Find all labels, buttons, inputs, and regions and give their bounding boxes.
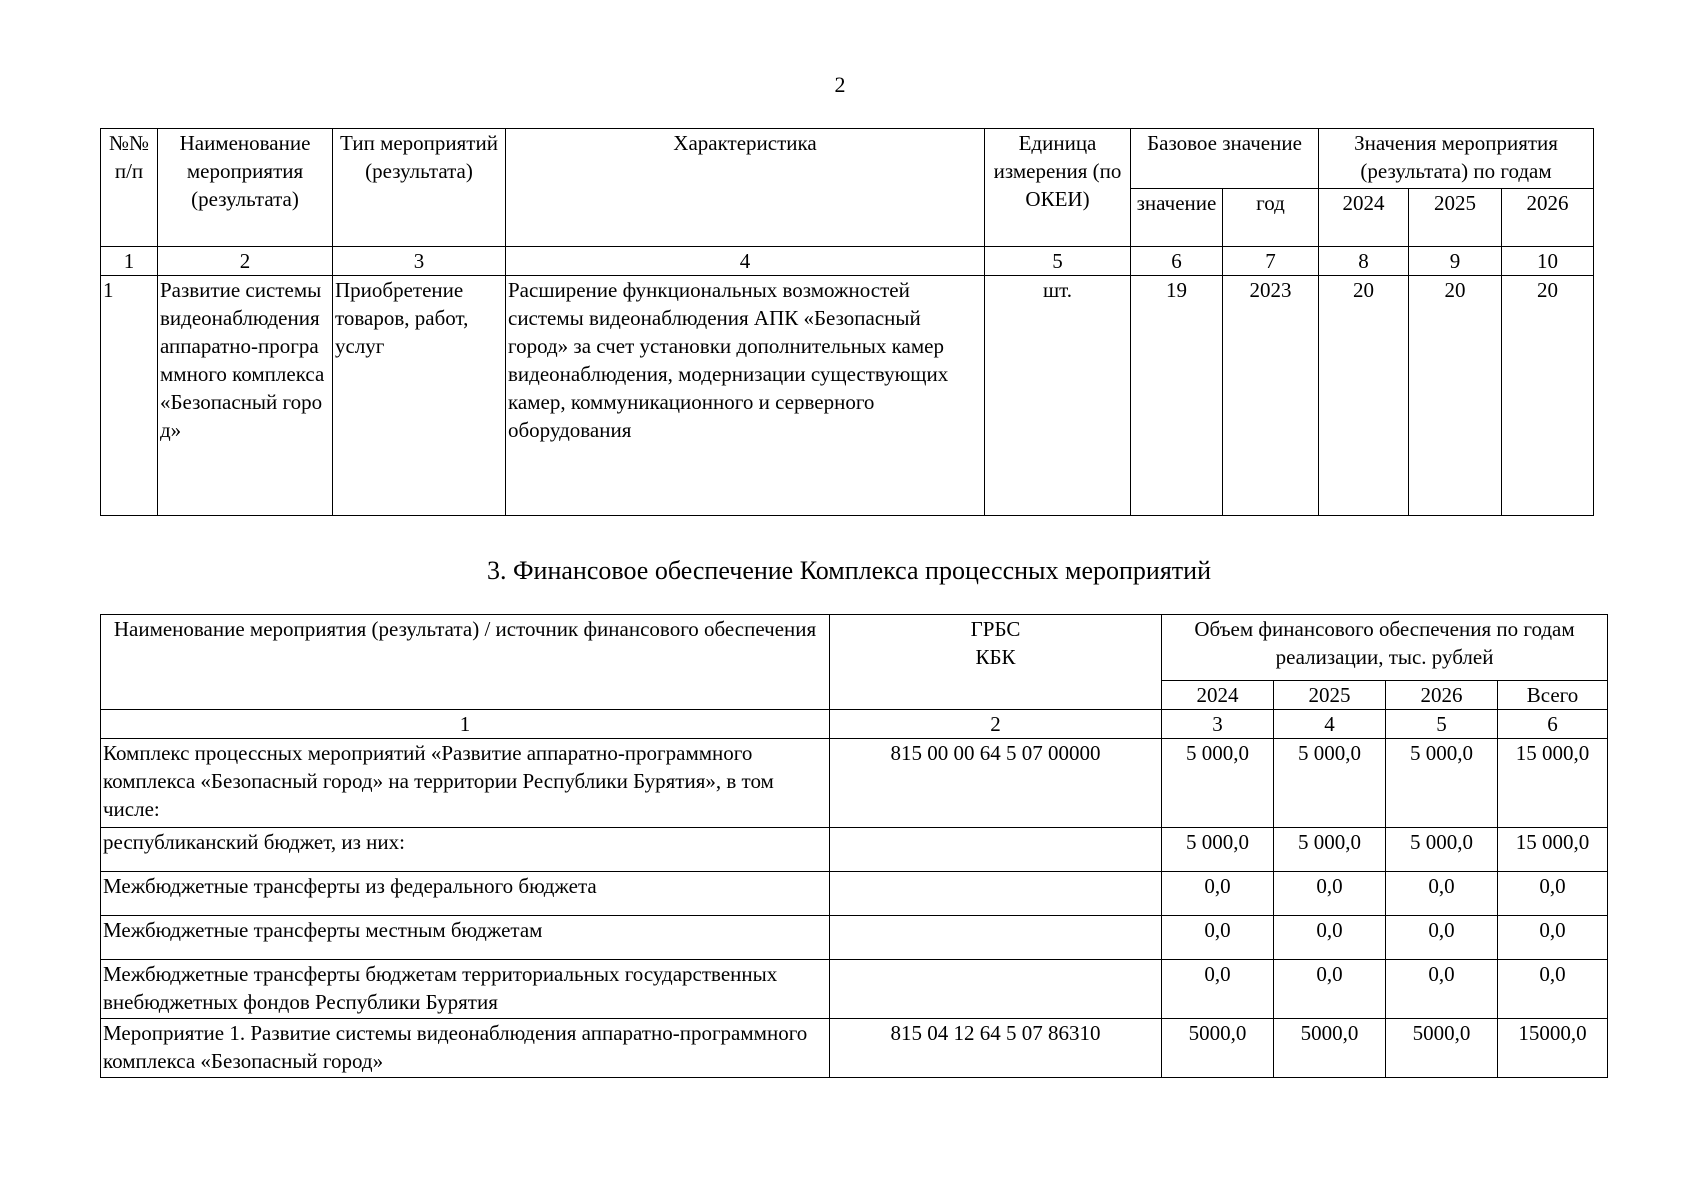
row-name: Мероприятие 1. Развитие системы видеонаблюдения аппаратно-программного комплекса «Безопасный город» — [101, 1019, 830, 1078]
section-title: 3. Финансовое обеспечение Комплекса процессных мероприятий — [487, 556, 1211, 585]
row-value-2026: 5 000,0 — [1386, 739, 1498, 828]
row-total: 0,0 — [1498, 916, 1608, 960]
header-name: Наименование мероприятия (результата) — [158, 129, 333, 247]
row-value-2024: 20 — [1319, 276, 1409, 516]
col-number: 1 — [101, 710, 830, 739]
header-year-2024: 2024 — [1319, 189, 1409, 247]
page-number: 2 — [834, 72, 846, 97]
row-value-2026: 0,0 — [1386, 916, 1498, 960]
row-value-2026: 0,0 — [1386, 872, 1498, 916]
row-base-year: 2023 — [1223, 276, 1319, 516]
row-kbk — [830, 916, 1162, 960]
row-name: Развитие системы видеонаблюдения аппаратно-программного комплекса «Безопасный город» — [158, 276, 333, 516]
col-number: 6 — [1498, 710, 1608, 739]
table-row — [101, 872, 1608, 916]
table-row — [101, 739, 1608, 828]
row-total: 15000,0 — [1498, 1019, 1608, 1078]
row-unit: шт. — [985, 276, 1131, 516]
row-kbk — [830, 828, 1162, 872]
col-number: 7 — [1223, 247, 1319, 276]
header-name: Наименование мероприятия (результата) / источник финансового обеспечения — [101, 615, 830, 710]
row-base-value: 19 — [1131, 276, 1223, 516]
row-value-2025: 5000,0 — [1274, 1019, 1386, 1078]
row-name: Межбюджетные трансферты бюджетам территориальных государственных внебюджетных фондов Республики Бурятия — [101, 960, 830, 1019]
col-number: 10 — [1502, 247, 1594, 276]
col-number: 6 — [1131, 247, 1223, 276]
col-number: 4 — [1274, 710, 1386, 739]
header-year-2026: 2026 — [1502, 189, 1594, 247]
col-number: 3 — [1162, 710, 1274, 739]
row-value-2026: 5 000,0 — [1386, 828, 1498, 872]
row-total: 15 000,0 — [1498, 828, 1608, 872]
row-name: Межбюджетные трансферты из федерального бюджета — [101, 872, 830, 916]
header-year-2024: 2024 — [1162, 681, 1274, 710]
header-base: Базовое значение — [1131, 129, 1319, 189]
row-name: Комплекс процессных мероприятий «Развитие аппаратно-программного комплекса «Безопасный город» на территории Республики Бурятия», в том числе: — [101, 739, 830, 828]
header-characteristic: Характеристика — [506, 129, 985, 247]
row-value-2024: 0,0 — [1162, 872, 1274, 916]
row-num: 1 — [101, 276, 158, 516]
col-number: 2 — [830, 710, 1162, 739]
header-base-year: год — [1223, 189, 1319, 247]
header-grbs-kbk — [830, 615, 1162, 710]
table-row — [101, 1019, 1608, 1078]
header-base-value: значение — [1131, 189, 1223, 247]
row-kbk — [830, 872, 1162, 916]
header-unit: Единица измерения (по ОКЕИ) — [985, 129, 1131, 247]
row-value-2026: 0,0 — [1386, 960, 1498, 1019]
row-total: 0,0 — [1498, 960, 1608, 1019]
row-kbk: 815 00 00 64 5 07 00000 — [830, 739, 1162, 828]
row-total: 0,0 — [1498, 872, 1608, 916]
header-total: Всего — [1498, 681, 1608, 710]
results-table — [100, 128, 1594, 516]
col-number: 8 — [1319, 247, 1409, 276]
row-total: 15 000,0 — [1498, 739, 1608, 828]
header-volume: Объем финансового обеспечения по годам реализации, тыс. рублей — [1162, 615, 1608, 681]
table-row — [101, 276, 1594, 516]
row-kbk — [830, 960, 1162, 1019]
header-num: №№ п/п — [101, 129, 158, 247]
row-value-2025: 5 000,0 — [1274, 739, 1386, 828]
header-kbk: КБК — [975, 645, 1016, 669]
header-grbs: ГРБС — [970, 617, 1021, 641]
row-value-2024: 5 000,0 — [1162, 739, 1274, 828]
header-year-2025: 2025 — [1409, 189, 1502, 247]
financing-table — [100, 614, 1608, 1078]
header-year-2025: 2025 — [1274, 681, 1386, 710]
col-number: 5 — [985, 247, 1131, 276]
row-value-2026: 5000,0 — [1386, 1019, 1498, 1078]
table-row — [101, 916, 1608, 960]
row-type: Приобретение товаров, работ, услуг — [333, 276, 506, 516]
row-value-2024: 5000,0 — [1162, 1019, 1274, 1078]
row-value-2024: 5 000,0 — [1162, 828, 1274, 872]
col-number: 2 — [158, 247, 333, 276]
row-value-2026: 20 — [1502, 276, 1594, 516]
row-value-2025: 5 000,0 — [1274, 828, 1386, 872]
row-value-2025: 0,0 — [1274, 872, 1386, 916]
header-values-by-year: Значения мероприятия (результата) по годам — [1319, 129, 1594, 189]
row-name: Межбюджетные трансферты местным бюджетам — [101, 916, 830, 960]
row-value-2025: 0,0 — [1274, 960, 1386, 1019]
col-number: 3 — [333, 247, 506, 276]
row-value-2025: 0,0 — [1274, 916, 1386, 960]
row-characteristic: Расширение функциональных возможностей системы видеонаблюдения АПК «Безопасный город» за счет установки дополнительных камер видеонаблюдения, модернизации существующих камер, коммуникационного и серверного оборудования — [506, 276, 985, 516]
row-value-2024: 0,0 — [1162, 916, 1274, 960]
row-value-2024: 0,0 — [1162, 960, 1274, 1019]
row-kbk: 815 04 12 64 5 07 86310 — [830, 1019, 1162, 1078]
col-number: 4 — [506, 247, 985, 276]
col-number: 1 — [101, 247, 158, 276]
col-number: 5 — [1386, 710, 1498, 739]
col-number: 9 — [1409, 247, 1502, 276]
header-type: Тип мероприятий (результата) — [333, 129, 506, 247]
table-row — [101, 828, 1608, 872]
row-value-2025: 20 — [1409, 276, 1502, 516]
row-name: республиканский бюджет, из них: — [101, 828, 830, 872]
table-row — [101, 960, 1608, 1019]
header-year-2026: 2026 — [1386, 681, 1498, 710]
